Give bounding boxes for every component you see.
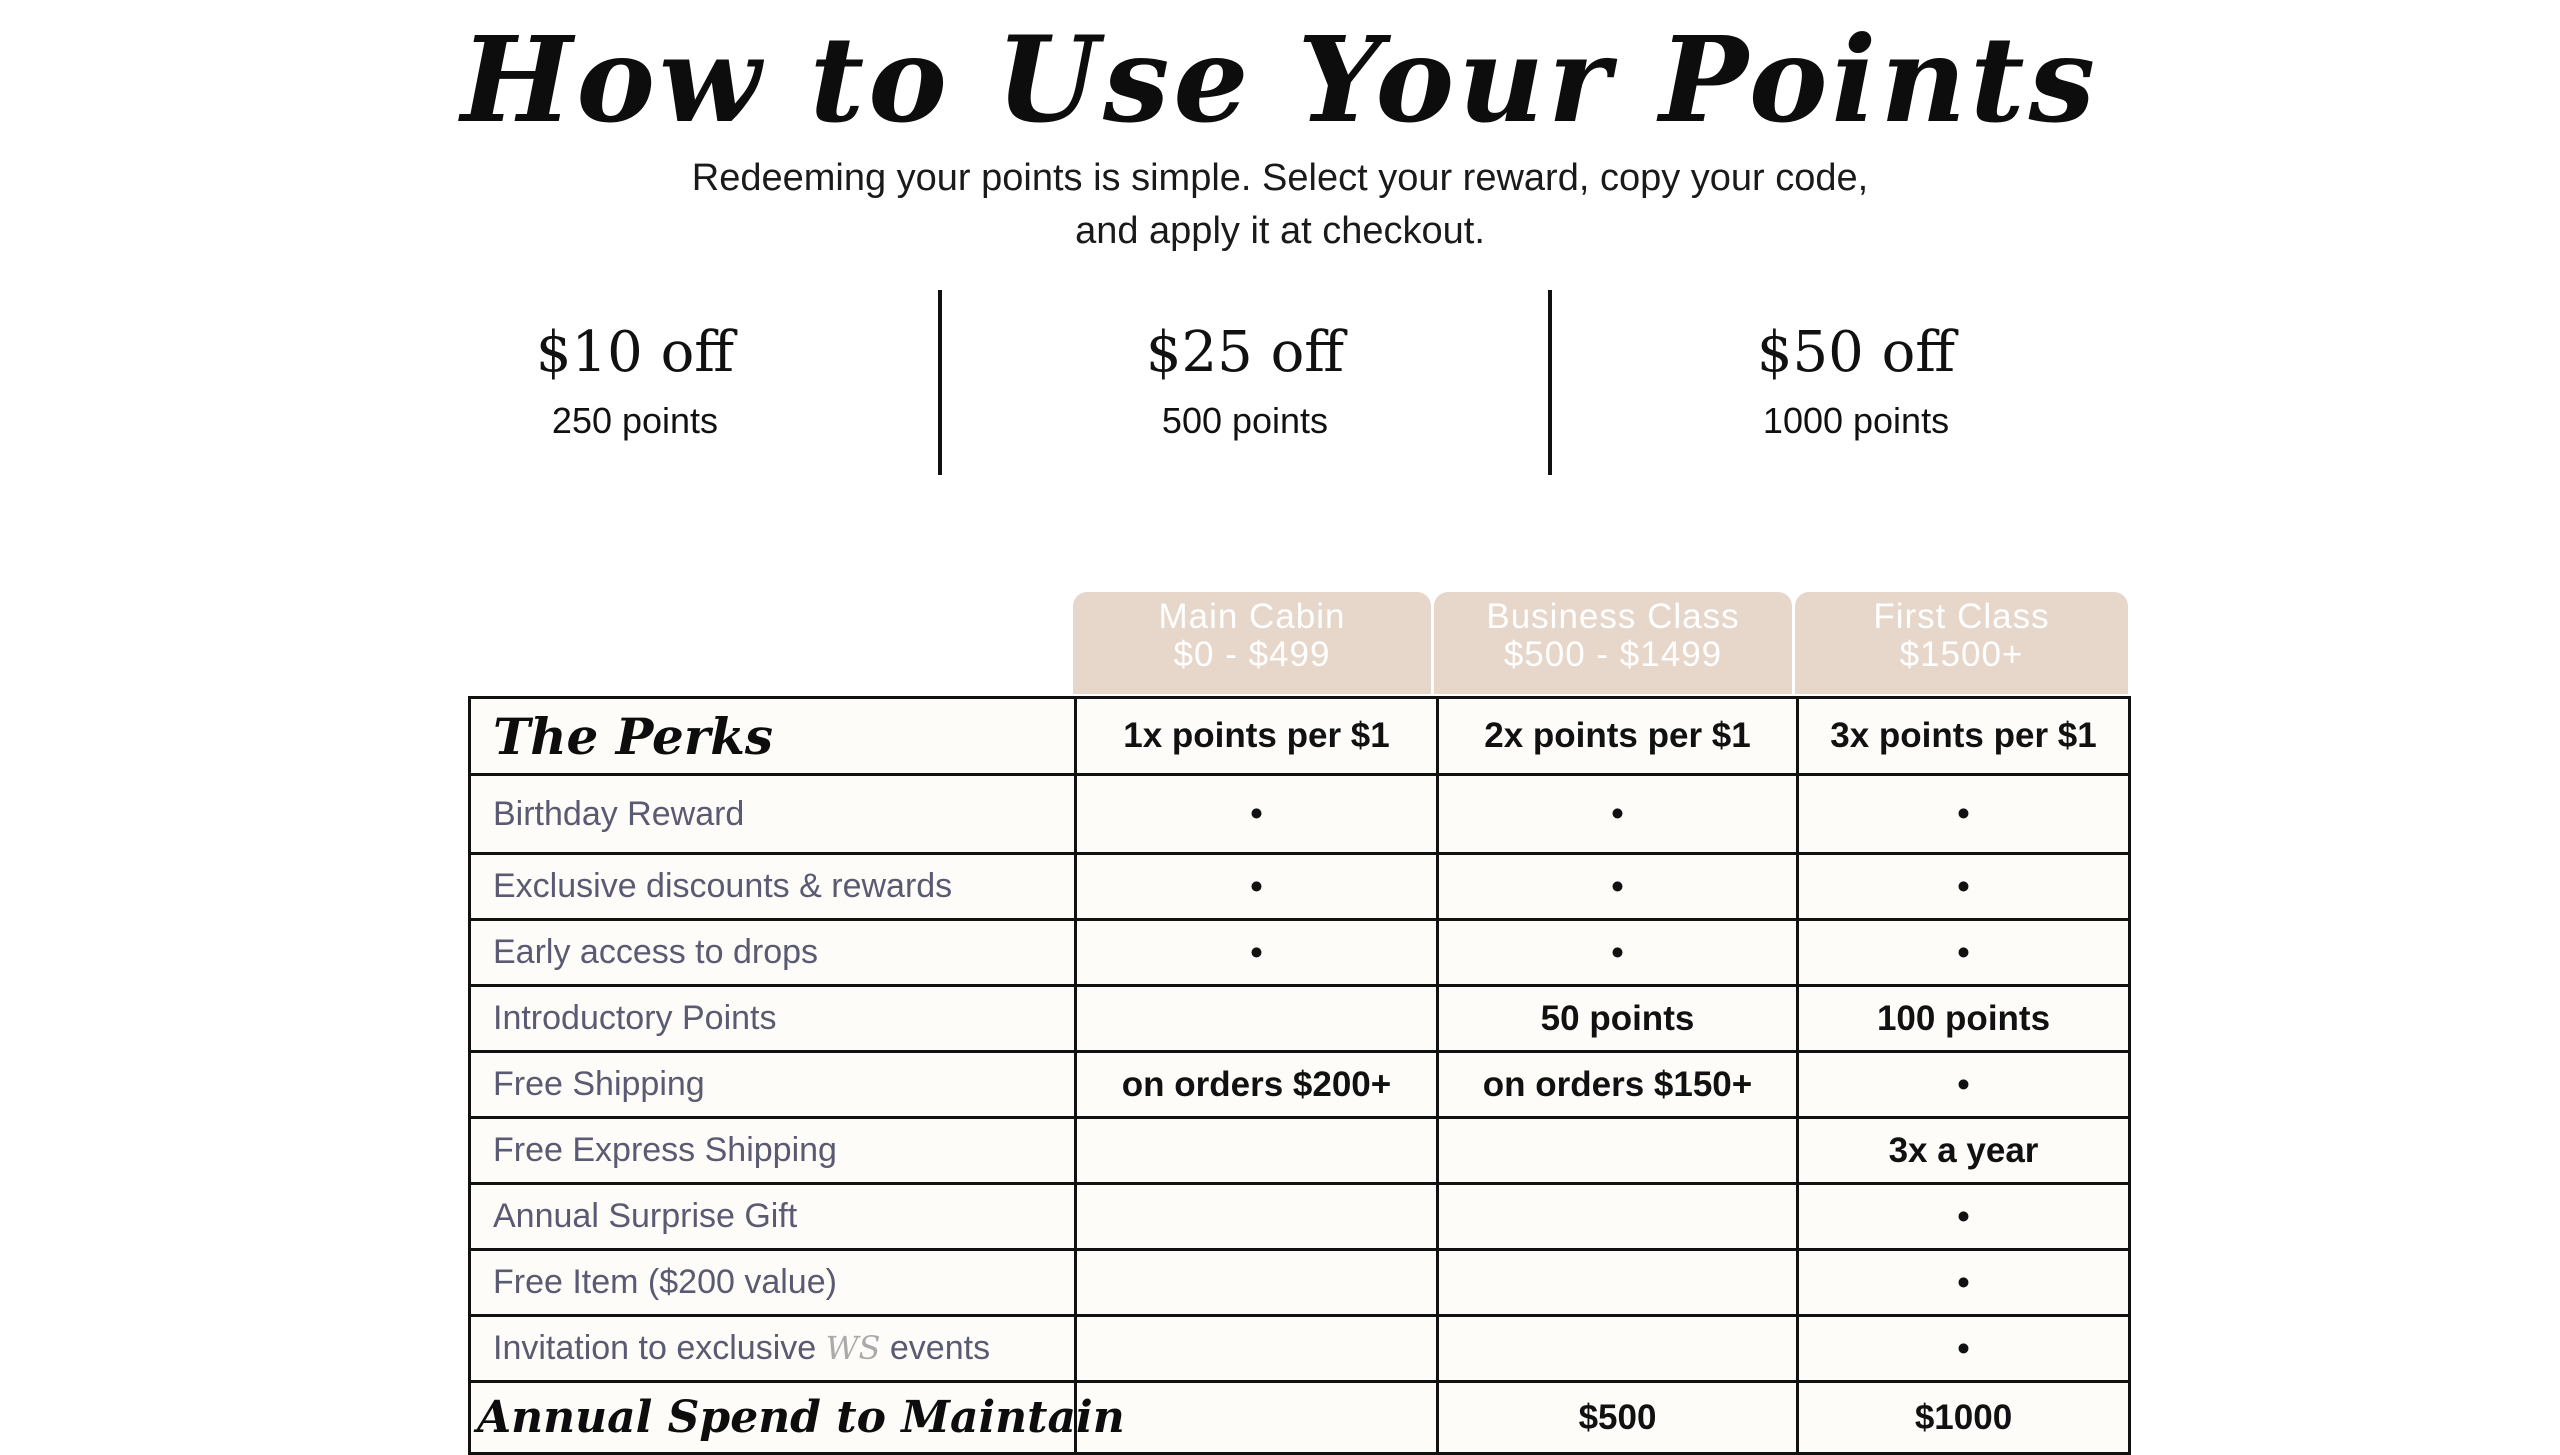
- perk-value: [1076, 986, 1438, 1052]
- tier-name: First Class: [1873, 597, 2050, 636]
- perk-label: [470, 1316, 1076, 1382]
- perk-value: [1438, 1316, 1798, 1382]
- page-title: How to Use Your Points: [460, 10, 2100, 149]
- tier-range: $500 - $1499: [1503, 635, 1723, 674]
- reward-option-25-off: [945, 318, 1545, 444]
- perk-value: •: [1076, 775, 1438, 854]
- table-row: [470, 1250, 2130, 1316]
- tier-header-first-class: [1795, 592, 2128, 694]
- perk-value: 50 points: [1438, 986, 1798, 1052]
- perk-value: •: [1798, 1316, 2130, 1382]
- perk-value: [1076, 1316, 1438, 1382]
- perk-label-prefix: Invitation to exclusive: [493, 1329, 817, 1367]
- subtitle: [580, 152, 1980, 258]
- perk-value: on orders $200+: [1076, 1052, 1438, 1118]
- spend-value: $500: [1438, 1382, 1798, 1454]
- perks-table: [468, 696, 2131, 1455]
- reward-option-50-off: [1556, 318, 2156, 444]
- perk-value: [1438, 1184, 1798, 1250]
- reward-points: 500 points: [1161, 400, 1329, 441]
- perk-value: •: [1798, 920, 2130, 986]
- perk-value: 3x a year: [1798, 1118, 2130, 1184]
- perk-value: •: [1798, 1052, 2130, 1118]
- reward-divider: [938, 290, 942, 475]
- perk-value: •: [1798, 775, 2130, 854]
- tier-earn-rate: 2x points per $1: [1438, 698, 1798, 775]
- perk-value: 100 points: [1798, 986, 2130, 1052]
- perk-value: [1438, 1118, 1798, 1184]
- spend-value: $1000: [1798, 1382, 2130, 1454]
- table-row: [470, 1316, 2130, 1382]
- perk-value: [1076, 1118, 1438, 1184]
- perk-value: [1438, 1250, 1798, 1316]
- perk-label: Annual Surprise Gift: [470, 1184, 1076, 1250]
- spend-heading-cell: [470, 1382, 1125, 1454]
- perk-value: on orders $150+: [1438, 1052, 1798, 1118]
- perks-heading: The Perks: [493, 706, 773, 766]
- perk-label: Introductory Points: [470, 986, 1076, 1052]
- subtitle-line-1: Redeeming your points is simple. Select your reward, copy your code,: [691, 157, 1869, 199]
- tier-name: Business Class: [1486, 597, 1740, 636]
- perk-value: [1076, 1250, 1438, 1316]
- perk-value: •: [1076, 920, 1438, 986]
- perk-value: •: [1438, 775, 1798, 854]
- table-row: [470, 1184, 2130, 1250]
- perks-heading-cell: [470, 698, 1076, 775]
- spend-heading: Annual Spend to Maintain: [477, 1392, 1125, 1443]
- perk-label-suffix: events: [889, 1329, 991, 1367]
- ws-logo-mark: WS: [825, 1329, 881, 1367]
- perk-label: Free Express Shipping: [470, 1118, 1076, 1184]
- tier-header-business-class: [1434, 592, 1792, 694]
- spend-value: [1076, 1382, 1438, 1454]
- table-row: [470, 1052, 2130, 1118]
- table-header-row: [470, 698, 2130, 775]
- reward-points: 250 points: [551, 400, 719, 441]
- reward-points: 1000 points: [1762, 400, 1950, 441]
- perk-value: •: [1076, 854, 1438, 920]
- reward-divider: [1548, 290, 1552, 475]
- reward-amount: $10 off: [535, 320, 735, 385]
- perk-value: [1076, 1184, 1438, 1250]
- reward-amount: $50 off: [1756, 320, 1956, 385]
- tier-name: Main Cabin: [1158, 597, 1346, 636]
- table-row: [470, 854, 2130, 920]
- perk-label: Free Shipping: [470, 1052, 1076, 1118]
- tier-range: $1500+: [1899, 635, 2024, 674]
- perk-value: •: [1438, 920, 1798, 986]
- spend-row: [470, 1382, 2130, 1454]
- perk-value: •: [1438, 854, 1798, 920]
- tier-header-main-cabin: [1073, 592, 1431, 694]
- perk-label: Free Item ($200 value): [470, 1250, 1076, 1316]
- subtitle-line-2: and apply it at checkout.: [1075, 210, 1485, 252]
- reward-option-10-off: [335, 318, 935, 444]
- tier-earn-rate: 3x points per $1: [1798, 698, 2130, 775]
- perk-label: Early access to drops: [470, 920, 1076, 986]
- tier-earn-rate: 1x points per $1: [1076, 698, 1438, 775]
- table-row: [470, 920, 2130, 986]
- perk-value: •: [1798, 854, 2130, 920]
- perk-value: •: [1798, 1250, 2130, 1316]
- perk-label: Exclusive discounts & rewards: [470, 854, 1076, 920]
- table-row: [470, 1118, 2130, 1184]
- reward-amount: $25 off: [1145, 320, 1345, 385]
- perk-value: •: [1798, 1184, 2130, 1250]
- table-row: [470, 775, 2130, 854]
- table-row: [470, 986, 2130, 1052]
- perk-label: Birthday Reward: [470, 775, 1076, 854]
- tier-range: $0 - $499: [1173, 635, 1331, 674]
